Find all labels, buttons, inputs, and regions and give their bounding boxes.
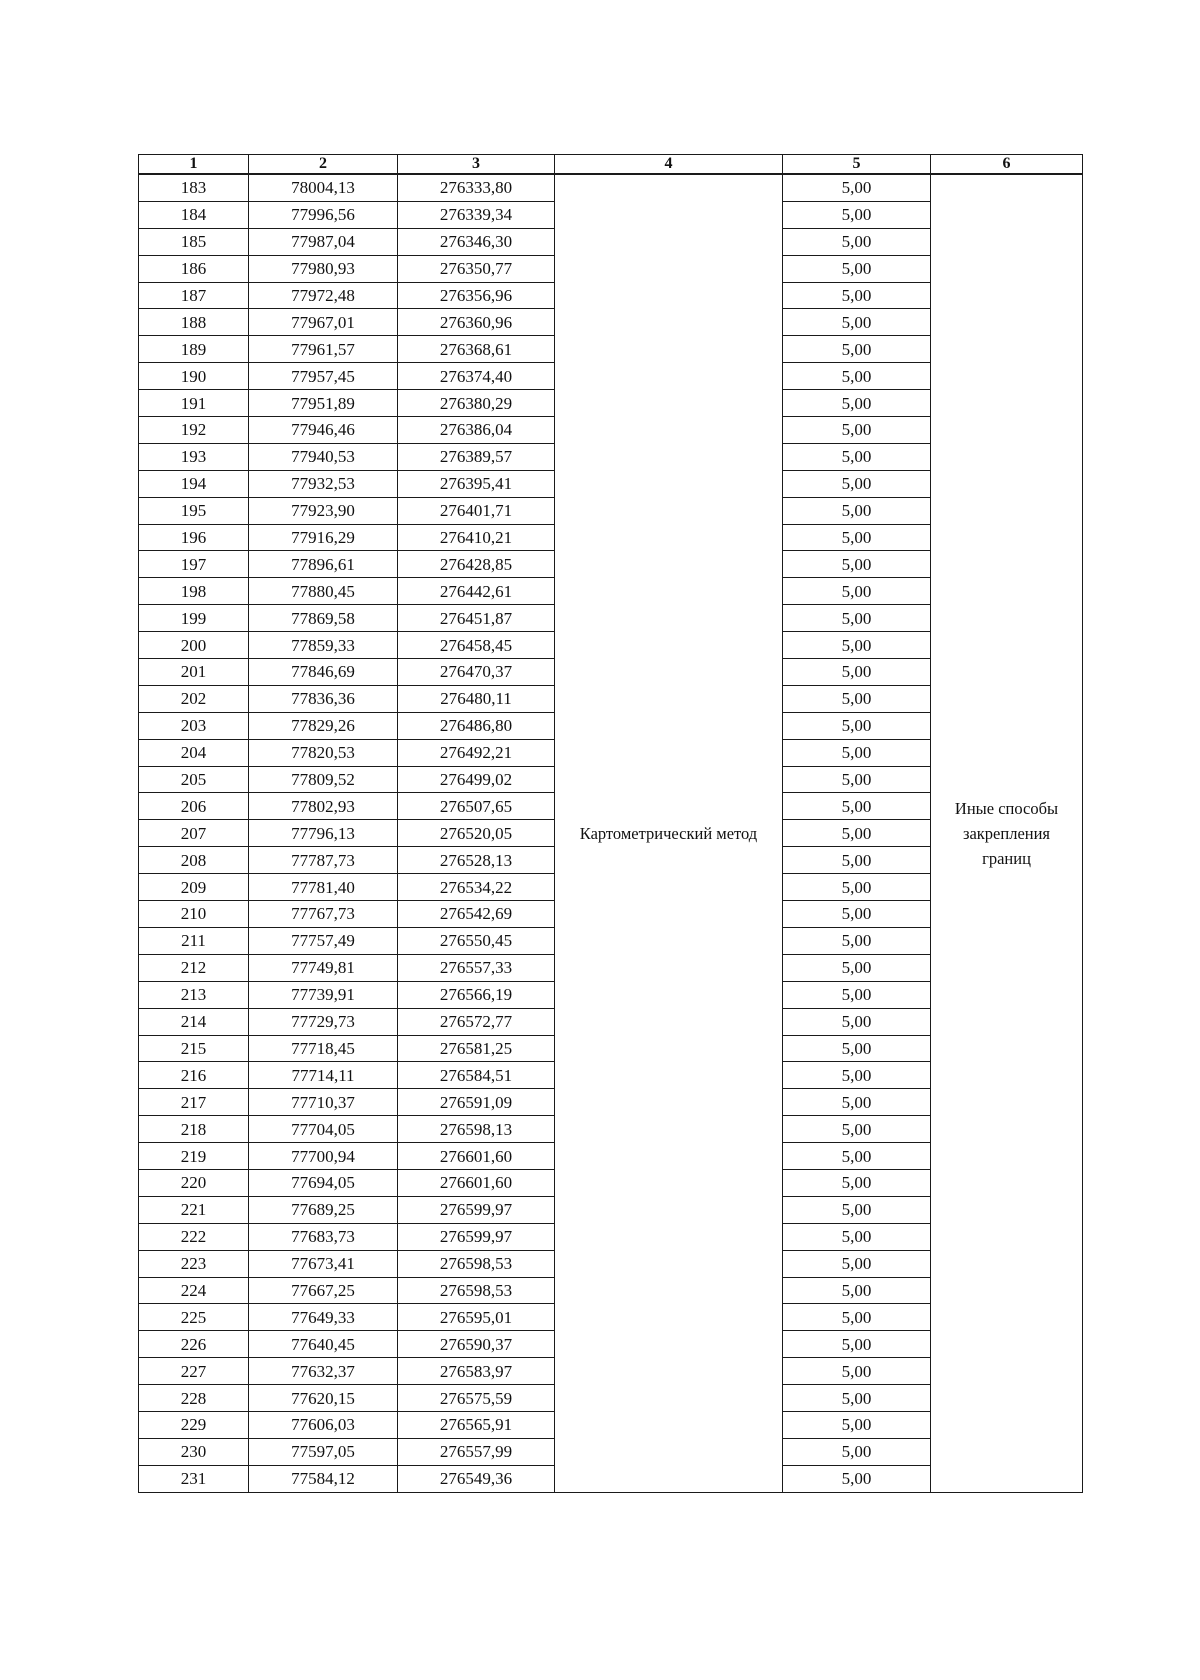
point-number-cell: 196: [139, 524, 249, 551]
point-number-cell: 192: [139, 417, 249, 444]
y-coordinate-cell: 276598,53: [398, 1250, 555, 1277]
point-number-cell: 187: [139, 282, 249, 309]
accuracy-cell: 5,00: [783, 497, 931, 524]
y-coordinate-cell: 276601,60: [398, 1143, 555, 1170]
point-number-cell: 219: [139, 1143, 249, 1170]
y-coordinate-cell: 276528,13: [398, 847, 555, 874]
boundary-coordinates-table: [138, 154, 1083, 1493]
table-row: [139, 174, 1083, 201]
accuracy-cell: 5,00: [783, 1411, 931, 1438]
accuracy-cell: 5,00: [783, 282, 931, 309]
y-coordinate-cell: 276339,34: [398, 201, 555, 228]
y-coordinate-cell: 276350,77: [398, 255, 555, 282]
accuracy-cell: 5,00: [783, 1438, 931, 1465]
accuracy-cell: 5,00: [783, 1223, 931, 1250]
x-coordinate-cell: 77923,90: [249, 497, 398, 524]
x-coordinate-cell: 77829,26: [249, 712, 398, 739]
point-number-cell: 202: [139, 685, 249, 712]
x-coordinate-cell: 77967,01: [249, 309, 398, 336]
y-coordinate-cell: 276428,85: [398, 551, 555, 578]
x-coordinate-cell: 77940,53: [249, 443, 398, 470]
x-coordinate-cell: 77673,41: [249, 1250, 398, 1277]
point-number-cell: 210: [139, 901, 249, 928]
accuracy-cell: 5,00: [783, 632, 931, 659]
accuracy-cell: 5,00: [783, 659, 931, 686]
accuracy-cell: 5,00: [783, 363, 931, 390]
point-number-cell: 203: [139, 712, 249, 739]
point-number-cell: 211: [139, 927, 249, 954]
accuracy-cell: 5,00: [783, 1169, 931, 1196]
x-coordinate-cell: 77757,49: [249, 927, 398, 954]
y-coordinate-cell: 276470,37: [398, 659, 555, 686]
accuracy-cell: 5,00: [783, 1331, 931, 1358]
point-number-cell: 197: [139, 551, 249, 578]
y-coordinate-cell: 276356,96: [398, 282, 555, 309]
point-number-cell: 226: [139, 1331, 249, 1358]
accuracy-cell: 5,00: [783, 874, 931, 901]
x-coordinate-cell: 77584,12: [249, 1465, 398, 1492]
point-number-cell: 216: [139, 1062, 249, 1089]
accuracy-cell: 5,00: [783, 470, 931, 497]
y-coordinate-cell: 276458,45: [398, 632, 555, 659]
accuracy-cell: 5,00: [783, 551, 931, 578]
y-coordinate-cell: 276386,04: [398, 417, 555, 444]
x-coordinate-cell: 77820,53: [249, 739, 398, 766]
header-col-3: 3: [398, 155, 555, 175]
point-number-cell: 204: [139, 739, 249, 766]
x-coordinate-cell: 77809,52: [249, 766, 398, 793]
x-coordinate-cell: 77700,94: [249, 1143, 398, 1170]
point-number-cell: 195: [139, 497, 249, 524]
y-coordinate-cell: 276520,05: [398, 820, 555, 847]
point-number-cell: 224: [139, 1277, 249, 1304]
accuracy-cell: 5,00: [783, 1465, 931, 1492]
x-coordinate-cell: 77836,36: [249, 685, 398, 712]
header-col-4: 4: [555, 155, 783, 175]
point-number-cell: 220: [139, 1169, 249, 1196]
accuracy-cell: 5,00: [783, 336, 931, 363]
y-coordinate-cell: 276380,29: [398, 390, 555, 417]
y-coordinate-cell: 276550,45: [398, 927, 555, 954]
y-coordinate-cell: 276601,60: [398, 1169, 555, 1196]
point-number-cell: 198: [139, 578, 249, 605]
point-number-cell: 215: [139, 1035, 249, 1062]
y-coordinate-cell: 276492,21: [398, 739, 555, 766]
point-number-cell: 231: [139, 1465, 249, 1492]
determination-method-cell: Картометрический метод: [555, 174, 783, 1492]
accuracy-cell: 5,00: [783, 739, 931, 766]
x-coordinate-cell: 77869,58: [249, 605, 398, 632]
y-coordinate-cell: 276572,77: [398, 1008, 555, 1035]
accuracy-cell: 5,00: [783, 793, 931, 820]
x-coordinate-cell: 77649,33: [249, 1304, 398, 1331]
point-number-cell: 229: [139, 1411, 249, 1438]
point-number-cell: 205: [139, 766, 249, 793]
accuracy-cell: 5,00: [783, 1089, 931, 1116]
y-coordinate-cell: 276360,96: [398, 309, 555, 336]
accuracy-cell: 5,00: [783, 1062, 931, 1089]
y-coordinate-cell: 276499,02: [398, 766, 555, 793]
x-coordinate-cell: 77683,73: [249, 1223, 398, 1250]
x-coordinate-cell: 77739,91: [249, 981, 398, 1008]
accuracy-cell: 5,00: [783, 766, 931, 793]
accuracy-cell: 5,00: [783, 417, 931, 444]
y-coordinate-cell: 276346,30: [398, 228, 555, 255]
y-coordinate-cell: 276486,80: [398, 712, 555, 739]
y-coordinate-cell: 276598,13: [398, 1116, 555, 1143]
accuracy-cell: 5,00: [783, 255, 931, 282]
x-coordinate-cell: 77714,11: [249, 1062, 398, 1089]
x-coordinate-cell: 77667,25: [249, 1277, 398, 1304]
point-number-cell: 207: [139, 820, 249, 847]
x-coordinate-cell: 77932,53: [249, 470, 398, 497]
y-coordinate-cell: 276557,33: [398, 954, 555, 981]
point-number-cell: 199: [139, 605, 249, 632]
table-header: [139, 155, 1083, 175]
accuracy-cell: 5,00: [783, 524, 931, 551]
x-coordinate-cell: 77796,13: [249, 820, 398, 847]
y-coordinate-cell: 276584,51: [398, 1062, 555, 1089]
point-number-cell: 189: [139, 336, 249, 363]
x-coordinate-cell: 77880,45: [249, 578, 398, 605]
accuracy-cell: 5,00: [783, 605, 931, 632]
y-coordinate-cell: 276583,97: [398, 1358, 555, 1385]
accuracy-cell: 5,00: [783, 820, 931, 847]
x-coordinate-cell: 77767,73: [249, 901, 398, 928]
table-body: [139, 174, 1083, 1492]
point-number-cell: 206: [139, 793, 249, 820]
point-number-cell: 185: [139, 228, 249, 255]
accuracy-cell: 5,00: [783, 578, 931, 605]
point-number-cell: 227: [139, 1358, 249, 1385]
point-number-cell: 212: [139, 954, 249, 981]
accuracy-cell: 5,00: [783, 1116, 931, 1143]
accuracy-cell: 5,00: [783, 685, 931, 712]
x-coordinate-cell: 77896,61: [249, 551, 398, 578]
x-coordinate-cell: 77951,89: [249, 390, 398, 417]
y-coordinate-cell: 276395,41: [398, 470, 555, 497]
x-coordinate-cell: 77859,33: [249, 632, 398, 659]
accuracy-cell: 5,00: [783, 1035, 931, 1062]
y-coordinate-cell: 276581,25: [398, 1035, 555, 1062]
accuracy-cell: 5,00: [783, 981, 931, 1008]
y-coordinate-cell: 276599,97: [398, 1196, 555, 1223]
x-coordinate-cell: 77846,69: [249, 659, 398, 686]
point-number-cell: 222: [139, 1223, 249, 1250]
y-coordinate-cell: 276595,01: [398, 1304, 555, 1331]
point-number-cell: 190: [139, 363, 249, 390]
point-number-cell: 228: [139, 1385, 249, 1412]
accuracy-cell: 5,00: [783, 712, 931, 739]
header-col-2: 2: [249, 155, 398, 175]
point-number-cell: 217: [139, 1089, 249, 1116]
x-coordinate-cell: 77961,57: [249, 336, 398, 363]
point-number-cell: 221: [139, 1196, 249, 1223]
y-coordinate-cell: 276368,61: [398, 336, 555, 363]
x-coordinate-cell: 77957,45: [249, 363, 398, 390]
x-coordinate-cell: 77640,45: [249, 1331, 398, 1358]
accuracy-cell: 5,00: [783, 901, 931, 928]
y-coordinate-cell: 276557,99: [398, 1438, 555, 1465]
point-number-cell: 183: [139, 174, 249, 201]
point-number-cell: 223: [139, 1250, 249, 1277]
y-coordinate-cell: 276565,91: [398, 1411, 555, 1438]
accuracy-cell: 5,00: [783, 1196, 931, 1223]
x-coordinate-cell: 77632,37: [249, 1358, 398, 1385]
point-number-cell: 218: [139, 1116, 249, 1143]
y-coordinate-cell: 276534,22: [398, 874, 555, 901]
accuracy-cell: 5,00: [783, 443, 931, 470]
header-row: [139, 155, 1083, 175]
y-coordinate-cell: 276507,65: [398, 793, 555, 820]
x-coordinate-cell: 77749,81: [249, 954, 398, 981]
x-coordinate-cell: 77980,93: [249, 255, 398, 282]
x-coordinate-cell: 77606,03: [249, 1411, 398, 1438]
point-number-cell: 193: [139, 443, 249, 470]
x-coordinate-cell: 77694,05: [249, 1169, 398, 1196]
x-coordinate-cell: 77916,29: [249, 524, 398, 551]
y-coordinate-cell: 276389,57: [398, 443, 555, 470]
point-number-cell: 200: [139, 632, 249, 659]
accuracy-cell: 5,00: [783, 390, 931, 417]
point-number-cell: 186: [139, 255, 249, 282]
x-coordinate-cell: 77597,05: [249, 1438, 398, 1465]
x-coordinate-cell: 77987,04: [249, 228, 398, 255]
point-number-cell: 188: [139, 309, 249, 336]
header-col-6: 6: [931, 155, 1083, 175]
accuracy-cell: 5,00: [783, 1358, 931, 1385]
y-coordinate-cell: 276542,69: [398, 901, 555, 928]
accuracy-cell: 5,00: [783, 228, 931, 255]
y-coordinate-cell: 276590,37: [398, 1331, 555, 1358]
point-number-cell: 194: [139, 470, 249, 497]
y-coordinate-cell: 276591,09: [398, 1089, 555, 1116]
y-coordinate-cell: 276401,71: [398, 497, 555, 524]
accuracy-cell: 5,00: [783, 201, 931, 228]
x-coordinate-cell: 77729,73: [249, 1008, 398, 1035]
y-coordinate-cell: 276374,40: [398, 363, 555, 390]
x-coordinate-cell: 77704,05: [249, 1116, 398, 1143]
point-number-cell: 209: [139, 874, 249, 901]
x-coordinate-cell: 77718,45: [249, 1035, 398, 1062]
x-coordinate-cell: 77802,93: [249, 793, 398, 820]
boundary-fixing-cell: Иные способы закрепления границ: [931, 174, 1083, 1492]
y-coordinate-cell: 276451,87: [398, 605, 555, 632]
point-number-cell: 191: [139, 390, 249, 417]
point-number-cell: 214: [139, 1008, 249, 1035]
accuracy-cell: 5,00: [783, 1250, 931, 1277]
y-coordinate-cell: 276599,97: [398, 1223, 555, 1250]
y-coordinate-cell: 276333,80: [398, 174, 555, 201]
x-coordinate-cell: 77996,56: [249, 201, 398, 228]
x-coordinate-cell: 77972,48: [249, 282, 398, 309]
point-number-cell: 201: [139, 659, 249, 686]
point-number-cell: 230: [139, 1438, 249, 1465]
x-coordinate-cell: 77787,73: [249, 847, 398, 874]
y-coordinate-cell: 276598,53: [398, 1277, 555, 1304]
x-coordinate-cell: 77689,25: [249, 1196, 398, 1223]
header-col-5: 5: [783, 155, 931, 175]
accuracy-cell: 5,00: [783, 1008, 931, 1035]
x-coordinate-cell: 77710,37: [249, 1089, 398, 1116]
x-coordinate-cell: 77946,46: [249, 417, 398, 444]
y-coordinate-cell: 276575,59: [398, 1385, 555, 1412]
y-coordinate-cell: 276566,19: [398, 981, 555, 1008]
accuracy-cell: 5,00: [783, 1277, 931, 1304]
y-coordinate-cell: 276480,11: [398, 685, 555, 712]
point-number-cell: 184: [139, 201, 249, 228]
point-number-cell: 208: [139, 847, 249, 874]
accuracy-cell: 5,00: [783, 1143, 931, 1170]
accuracy-cell: 5,00: [783, 1385, 931, 1412]
accuracy-cell: 5,00: [783, 1304, 931, 1331]
accuracy-cell: 5,00: [783, 927, 931, 954]
y-coordinate-cell: 276549,36: [398, 1465, 555, 1492]
accuracy-cell: 5,00: [783, 954, 931, 981]
x-coordinate-cell: 77781,40: [249, 874, 398, 901]
accuracy-cell: 5,00: [783, 309, 931, 336]
y-coordinate-cell: 276410,21: [398, 524, 555, 551]
header-col-1: 1: [139, 155, 249, 175]
y-coordinate-cell: 276442,61: [398, 578, 555, 605]
point-number-cell: 213: [139, 981, 249, 1008]
accuracy-cell: 5,00: [783, 174, 931, 201]
x-coordinate-cell: 78004,13: [249, 174, 398, 201]
point-number-cell: 225: [139, 1304, 249, 1331]
x-coordinate-cell: 77620,15: [249, 1385, 398, 1412]
accuracy-cell: 5,00: [783, 847, 931, 874]
